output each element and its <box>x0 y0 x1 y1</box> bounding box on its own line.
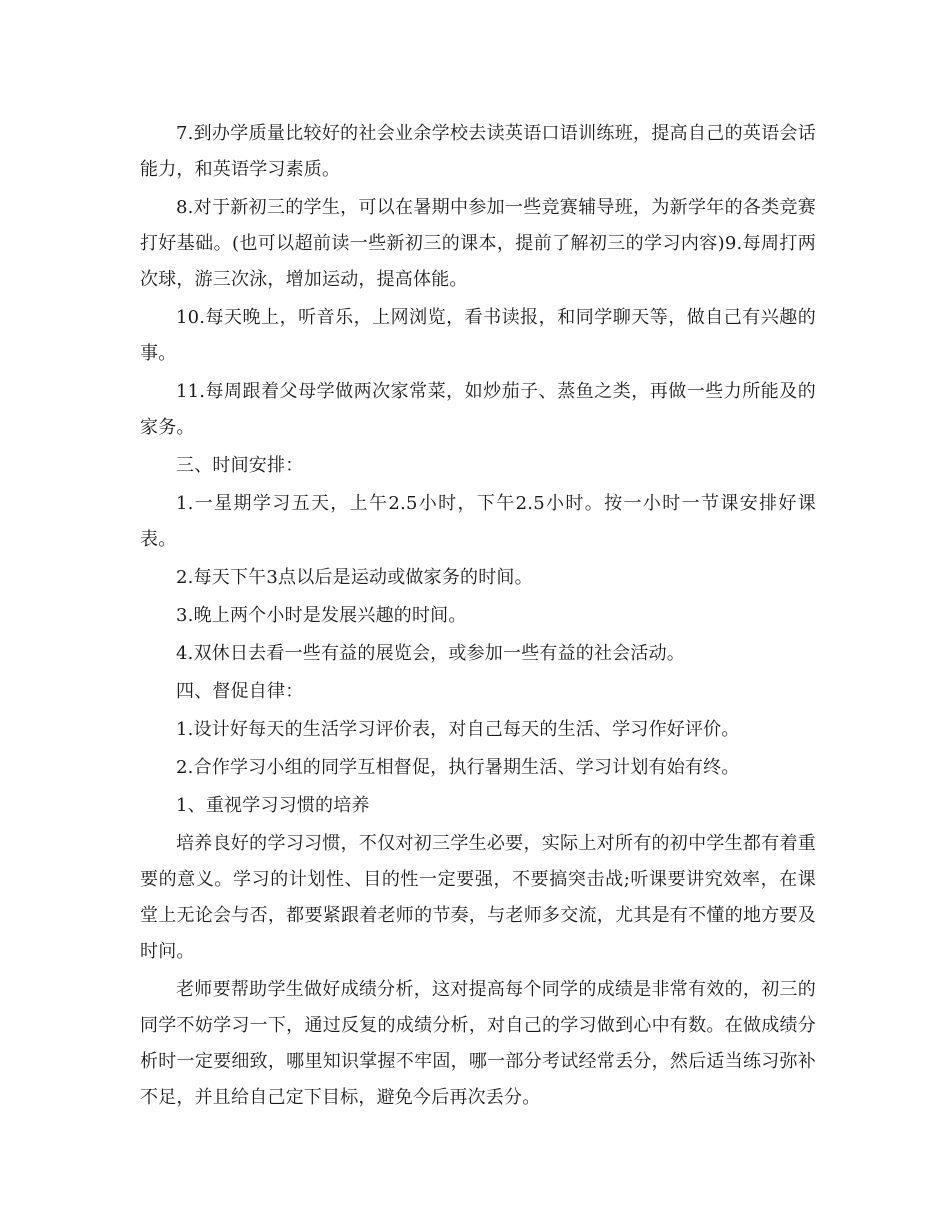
paragraph-item-8-9: 8.对于新初三的学生，可以在暑期中参加一些竞赛辅导班，为新学年的各类竞赛打好基础。(也可以超前读一些新初三的课本，提前了解初三的学习内容)9.每周打两次球，游三次泳，增加运动，提高体能。 <box>140 197 816 290</box>
schedule-item-2: 2.每天下午3点以后是运动或做家务的时间。 <box>176 567 533 588</box>
subheading-study-habits: 1、重视学习习惯的培养 <box>176 795 370 816</box>
paragraph-item-11: 11.每周跟着父母学做两次家常菜，如炒茄子、蒸鱼之类，再做一些力所能及的家务。 <box>140 381 816 438</box>
schedule-item-3: 3.晚上两个小时是发展兴趣的时间。 <box>176 605 467 626</box>
schedule-item-1: 1.一星期学习五天，上午2.5小时，下午2.5小时。按一小时一节课安排好课表。 <box>140 493 816 550</box>
paragraph-item-10: 10.每天晚上，听音乐，上网浏览，看书读报，和同学聊天等，做自己有兴趣的事。 <box>140 307 816 364</box>
section-heading-self-discipline: 四、督促自律： <box>176 681 304 702</box>
document-body <box>140 116 816 1118</box>
schedule-item-4: 4.双休日去看一些有益的展览会，或参加一些有益的社会活动。 <box>176 643 685 664</box>
discipline-item-1: 1.设计好每天的生活学习评价表，对自己每天的生活、学习作好评价。 <box>176 719 740 740</box>
paragraph-study-habits: 培养良好的学习习惯，不仅对初三学生必要，实际上对所有的初中学生都有着重要的意义。学习的计划性、目的性一定要强，不要搞突击战;听课要讲究效率，在课堂上无论会与否，都要紧跟着老师的节奏，与老师多交流，尤其是有不懂的地方要及时问。 <box>140 833 816 962</box>
paragraph-item-7: 7.到办学质量比较好的社会业余学校去读英语口语训练班，提高自己的英语会话能力，和英语学习素质。 <box>140 123 816 180</box>
paragraph-score-analysis: 老师要帮助学生做好成绩分析，这对提高每个同学的成绩是非常有效的，初三的同学不妨学习一下，通过反复的成绩分析，对自己的学习做到心中有数。在做成绩分析时一定要细致，哪里知识掌握不牢固，哪一部分考试经常丢分，然后适当练习弥补不足，并且给自己定下目标，避免今后再次丢分。 <box>140 979 816 1108</box>
section-heading-schedule: 三、时间安排： <box>176 455 304 476</box>
discipline-item-2: 2.合作学习小组的同学互相督促，执行暑期生活、学习计划有始有终。 <box>176 757 740 778</box>
